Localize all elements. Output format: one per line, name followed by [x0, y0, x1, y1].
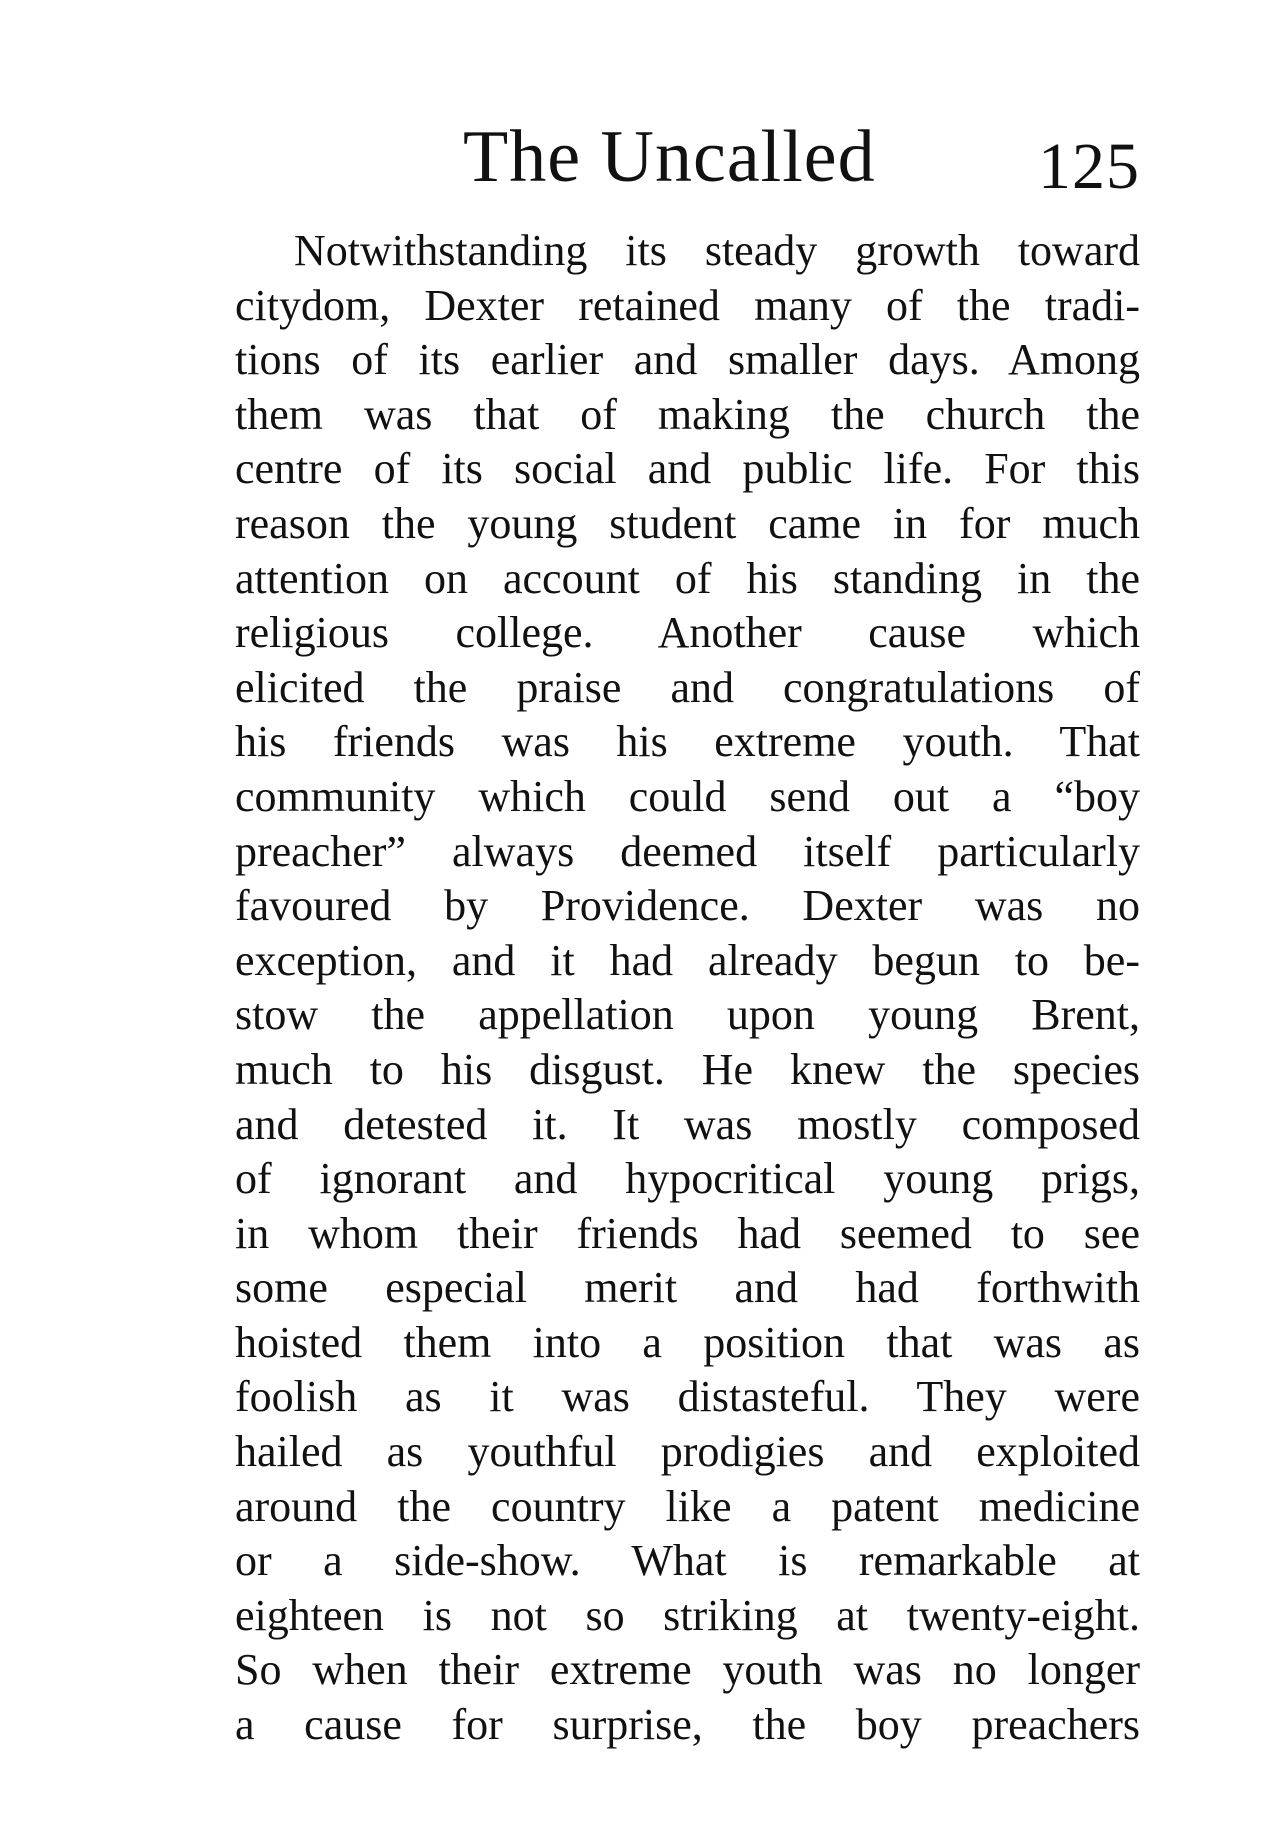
text-line: hailed as youthful prodigies and exploited [235, 1427, 1140, 1477]
text-line: some especial merit and had forthwith [235, 1263, 1140, 1313]
text-line: reason the young student came in for much [235, 498, 1140, 548]
text-line: exception, and it had already begun to be- [235, 935, 1140, 985]
text-line: and detested it. It was mostly composed [235, 1099, 1140, 1149]
text-line: So when their extreme youth was no longer [235, 1645, 1140, 1695]
page-number: 125 [1038, 130, 1140, 203]
text-line: much to his disgust. He knew the species [235, 1044, 1140, 1094]
text-line: around the country like a patent medicine [235, 1481, 1140, 1531]
text-line: of ignorant and hypocritical young prigs, [235, 1154, 1140, 1204]
text-line: centre of its social and public life. For this [235, 444, 1140, 494]
text-line: or a side-show. What is remarkable at [235, 1536, 1140, 1586]
text-line: them was that of making the church the [235, 389, 1140, 439]
text-line: citydom, Dexter retained many of the tradi- [235, 280, 1140, 330]
text-line: community which could send out a “boy [235, 771, 1140, 821]
body-text [235, 224, 1140, 1753]
text-line: elicited the praise and congratulations of [235, 662, 1140, 712]
running-head [235, 112, 1140, 202]
text-line: hoisted them into a position that was as [235, 1317, 1140, 1367]
text-line: favoured by Providence. Dexter was no [235, 881, 1140, 931]
text-line: stow the appellation upon young Brent, [235, 990, 1140, 1040]
running-title: The Uncalled [463, 116, 876, 198]
text-line: tions of its earlier and smaller days. Among [235, 335, 1140, 385]
text-line: a cause for surprise, the boy preachers [235, 1700, 1140, 1750]
text-line: attention on account of his standing in the [235, 553, 1140, 603]
text-line: foolish as it was distasteful. They were [235, 1372, 1140, 1422]
text-line: religious college. Another cause which [235, 608, 1140, 658]
text-line: in whom their friends had seemed to see [235, 1208, 1140, 1258]
text-line: eighteen is not so striking at twenty-eight. [235, 1590, 1140, 1640]
text-line: his friends was his extreme youth. That [235, 717, 1140, 767]
text-line: Notwithstanding its steady growth toward [294, 226, 1140, 275]
text-line: preacher” always deemed itself particularly [235, 826, 1140, 876]
